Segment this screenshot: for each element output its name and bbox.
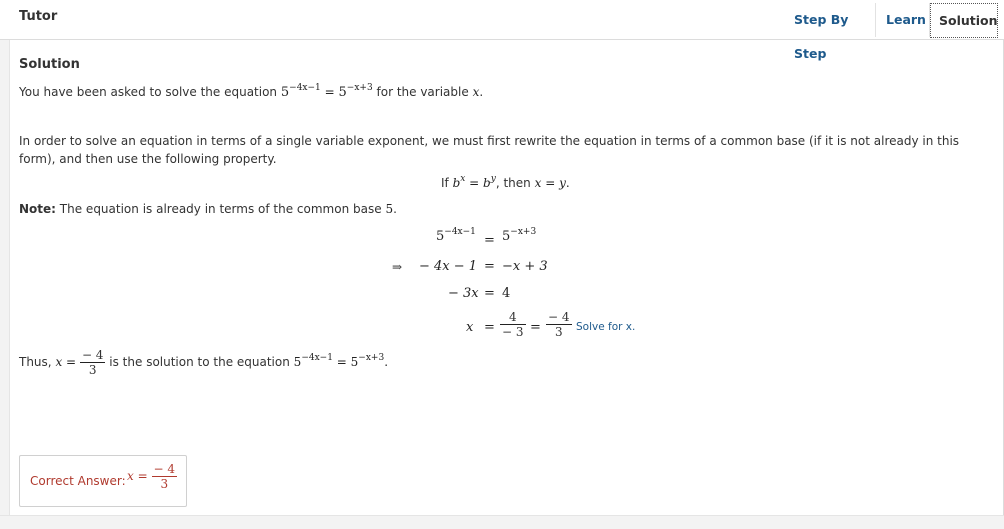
step-row-4-frac-1: $\frac{4}{- 3}$ (502, 310, 524, 339)
exponent-property: If $b^x = b^y$, then x = y. (441, 174, 570, 190)
note-text: Note: The equation is already in terms of the common base 5. (19, 202, 397, 216)
correct-answer-box (19, 455, 187, 507)
left-gutter (0, 40, 10, 529)
step-row-4-frac-2: $\frac{- 4}{3}$ (548, 310, 570, 339)
step-row-1: $5^{-4x-1}$ (436, 227, 476, 244)
step-row-2-eq: = (484, 259, 495, 274)
solve-for-note: Solve for x. (576, 321, 636, 333)
tutor-header (0, 0, 1004, 61)
step-row-1-eq: = (484, 233, 495, 248)
step-row-2-rhs: −x + 3 (502, 259, 548, 274)
step-row-4-eq: = (484, 320, 495, 335)
step-row-4-eq-2: = (530, 320, 541, 335)
solution-heading: Solution (19, 57, 80, 72)
step-row-3-lhs: − 3x (448, 286, 479, 301)
correct-answer-value: x = $\frac{- 4}{3}$ (127, 462, 176, 491)
tab-solution[interactable]: Solution (930, 3, 998, 38)
intro-prefix: You have been asked to solve the equation (19, 85, 278, 99)
tutor-title: Tutor (19, 9, 58, 24)
conclusion-text: Thus, x = $\frac{- 4}{3}$ is the solution to the equation $5^{-4x-1} = 5^{-x+3}$. (19, 348, 389, 377)
intro-equation: $5^{-4x-1} = 5^{-x+3}$ (280, 83, 373, 100)
intro-text: You have been asked to solve the equation $5^{-4x-1} = 5^{-x+3}$ for the variable x. (19, 83, 484, 100)
implies-symbol: ⇒ (392, 260, 403, 274)
correct-answer-label: Correct Answer: (30, 474, 126, 488)
step-row-3-eq: = (484, 286, 495, 301)
step-row-1-rhs: $5^{-x+3}$ (502, 227, 537, 244)
step-row-2-lhs: − 4x − 1 (419, 259, 478, 274)
step-row-3-rhs: 4 (502, 286, 511, 301)
bottom-gutter (0, 515, 1004, 529)
intro-suffix: for the variable (376, 85, 469, 99)
explanation-paragraph: In order to solve an equation in terms of a single variable exponent, we must first rewrite the equation in terms of a common base (if it is not already in this form), and then use the following property. (19, 134, 960, 166)
intro-variable: x (472, 85, 480, 99)
tab-step-by-step[interactable]: Step By Step (786, 3, 876, 37)
step-row-4-lhs: x (466, 320, 474, 335)
tab-learn[interactable]: Learn (878, 3, 930, 37)
